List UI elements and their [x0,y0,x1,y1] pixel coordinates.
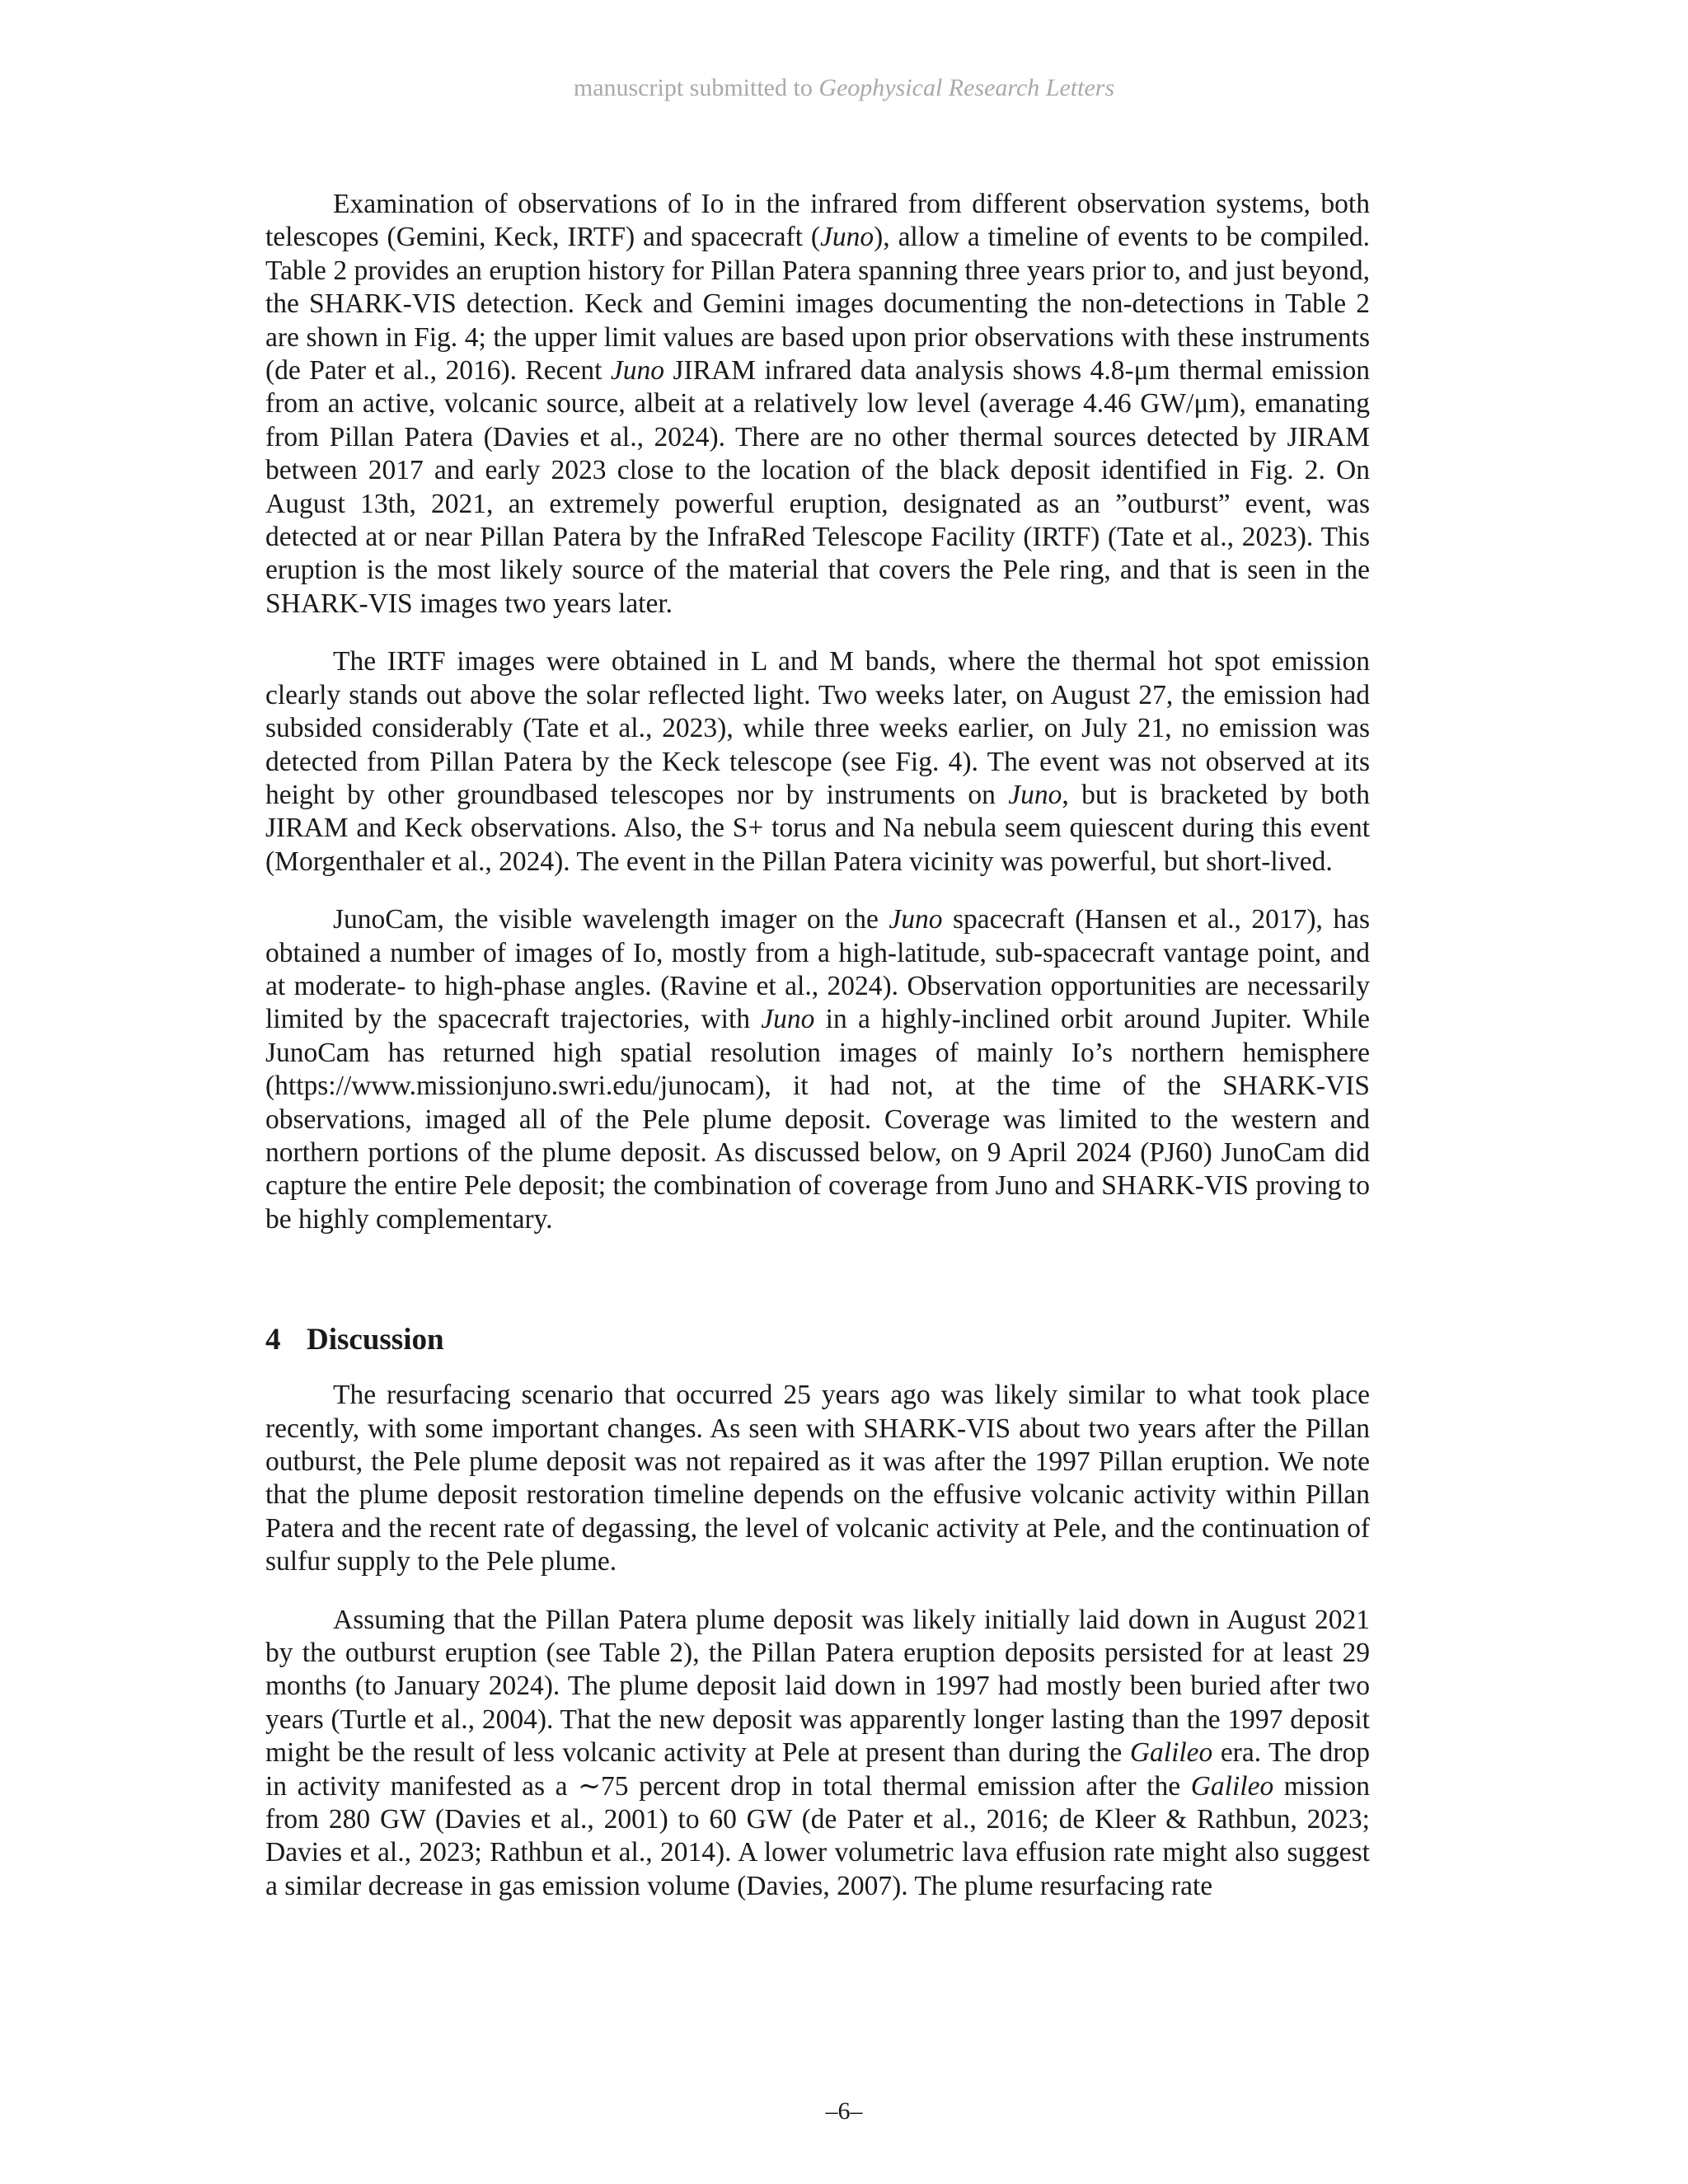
text-run: mission from 280 GW (Davies et al., 2001) to 60 GW (de Pater et al., 2016; de Kleer & Rathbun, 2023; Davies et al., 2023; Rathbun et al., 2014). A lower volumetric lava effusion rate might also suggest a similar decrease in gas emission volume (Davies, 2007). The plume resurfacing rate [265,1770,1370,1901]
italic-run: Juno [889,904,943,935]
text-run: The resurfacing scenario that occurred 25 years ago was likely similar to what took place recently, with some important changes. As seen with SHARK-VIS about two years after the Pillan outburst, the Pele plume deposit was not repaired as it was after the 1997 Pillan eruption. We note that the plume deposit restoration timeline depends on the effusive volcanic activity within Pillan Patera and the recent rate of degassing, the level of volcanic activity at Pele, and the continuation of sulfur supply to the Pele plume. [265,1380,1370,1577]
text-run: The IRTF images were obtained in L and M bands, where the thermal hot spot emission clearly stands out above the solar reflected light. Two weeks later, on August 27, the emission had subsided considerably (Tate et al., 2023), while three weeks earlier, on July 21, no emission was detected from Pillan Patera by the Keck telescope (see Fig. 4). The event was not observed at its height by other groundbased telescopes nor by instruments on [265,646,1370,810]
italic-run: Galileo [1129,1737,1213,1769]
header-prefix: manuscript submitted to [573,74,819,101]
page-body [265,188,1370,1928]
section-title: Discussion [307,1323,444,1357]
section-number: 4 [265,1323,281,1357]
text-run: Assuming that the Pillan Patera plume deposit was likely initially laid down in August 2021 by the outburst eruption (see Table 2), the Pillan Patera eruption deposits persisted for at least 29 months (to January 2024). The plume deposit laid down in 1997 had mostly been buried after two years (Turtle et al., 2004). That the new deposit was apparently longer lasting than the 1997 deposit might be the result of less volcanic activity at Pele at present than during the [265,1604,1370,1769]
paragraph-group [265,188,1370,1236]
text-run: JIRAM infrared data analysis shows 4.8-μm thermal emission from an active, volcanic source, albeit at a relatively low level (average 4.46 GW/μm), emanating from Pillan Patera (Davies et al., 2024). There are no other thermal sources detected by JIRAM between 2017 and early 2023 close to the location of the black deposit identified in Fig. 2. On August 13th, 2021, an extremely powerful eruption, designated as an ”outburst” event, was detected at or near Pillan Patera by the InfraRed Telescope Facility (IRTF) (Tate et al., 2023). This eruption is the most likely source of the material that covers the Pele ring, and that is seen in the SHARK-VIS images two years later. [265,355,1370,619]
italic-run: Juno [820,222,874,253]
running-header [0,74,1688,102]
section-paragraph-group [265,1379,1370,1903]
text-run: spacecraft (Hansen et al., 2017), has obtained a number of images of Io, mostly from a high-latitude, sub-spacecraft vantage point, and at moderate- to high-phase angles. (Ravine et al., 2024). Observation opportunities are necessarily limited by the spacecraft trajectories, with [265,904,1370,1035]
italic-run: Juno [761,1004,815,1035]
page-number: –6– [825,2097,863,2125]
body-paragraph [265,1379,1370,1578]
italic-run: Juno [610,355,664,387]
text-run: in a highly-inclined orbit around Jupiter. While JunoCam has returned high spatial resolution images of mainly Io’s northern hemisphere (https://www.missionjuno.swri.edu/junocam), it had not, at the time of the SHARK-VIS observations, imaged all of the Pele plume deposit. Coverage was limited to the western and northern portions of the plume deposit. As discussed below, on 9 April 2024 (PJ60) JunoCam did capture the entire Pele deposit; the combination of coverage from Juno and SHARK-VIS proving to be highly complementary. [265,1004,1370,1235]
text-run: era. The drop in activity manifested as a ∼75 percent drop in total thermal emission after the [265,1737,1370,1802]
body-paragraph [265,1604,1370,1904]
italic-run: Juno [1008,779,1062,810]
body-paragraph [265,188,1370,621]
body-paragraph [265,645,1370,879]
italic-run: Galileo [1190,1770,1274,1802]
text-run: , but is bracketed by both JIRAM and Keck observations. Also, the S+ torus and Na nebula seem quiescent during this event (Morgenthaler et al., 2024). The event in the Pillan Patera vicinity was powerful, but short-lived. [265,779,1370,877]
body-paragraph [265,903,1370,1236]
text-run: Examination of observations of Io in the infrared from different observation systems, both telescopes (Gemini, Keck, IRTF) and spacecraft ( [265,189,1370,253]
text-run: JunoCam, the visible wavelength imager on the [333,904,889,935]
section-heading [265,1322,1370,1357]
journal-name: Geophysical Research Letters [818,74,1115,101]
text-run: ), allow a timeline of events to be compiled. Table 2 provides an eruption history for Pillan Patera spanning three years prior to, and just beyond, the SHARK-VIS detection. Keck and Gemini images documenting the non-detections in Table 2 are shown in Fig. 4; the upper limit values are based upon prior observations with these instruments (de Pater et al., 2016). Recent [265,222,1370,387]
